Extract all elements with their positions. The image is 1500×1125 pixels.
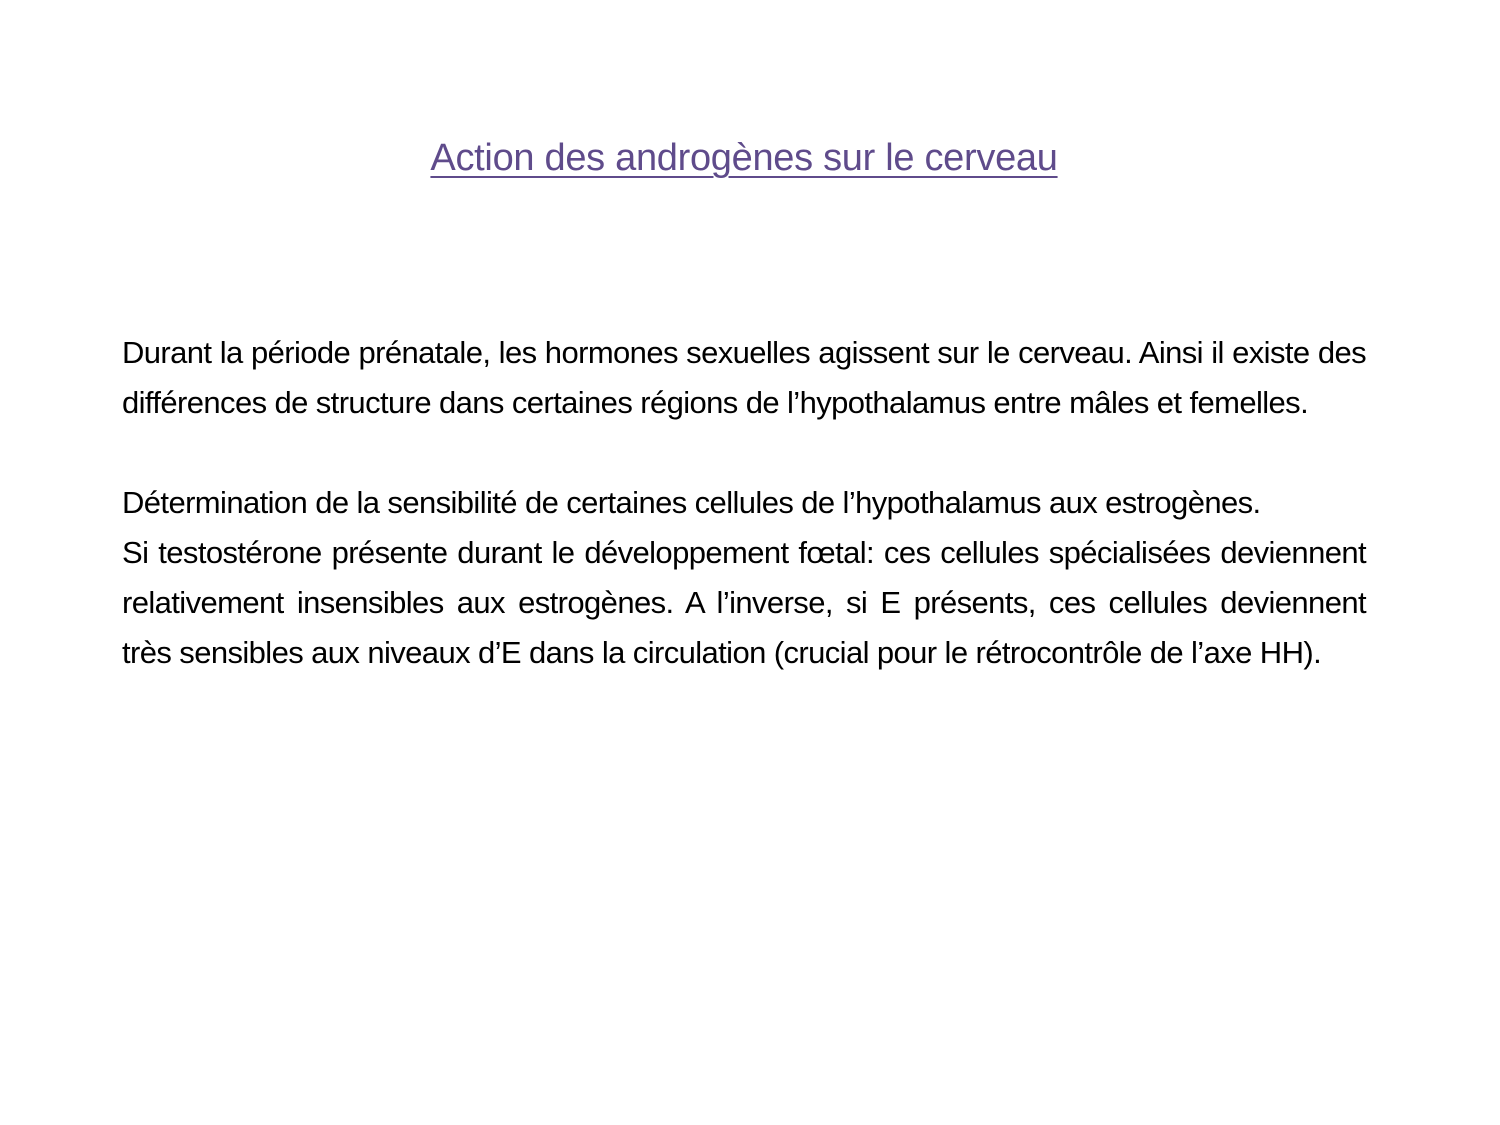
slide-title [0,132,1488,184]
slide-title-text: Action des androgènes sur le cerveau [430,137,1058,179]
paragraph-testosterone: Si testostérone présente durant le développement fœtal: ces cellules spécialisées deviennent relativement insensibles aux estrogènes. A l’inverse, si E présents, ces cellules deviennent très sensibles aux niveaux d’E dans la circulation (crucial pour le rétrocontrôle de l’axe HH). [122,535,1366,670]
paragraph-sensitivity: Détermination de la sensibilité de certaines cellules de l’hypothalamus aux estrogènes. [122,485,1261,520]
slide-body [122,328,1366,678]
paragraph-prenatal: Durant la période prénatale, les hormones sexuelles agissent sur le cerveau. Ainsi il existe des différences de structure dans certaines régions de l’hypothalamus entre mâles et femelles. [122,335,1366,420]
